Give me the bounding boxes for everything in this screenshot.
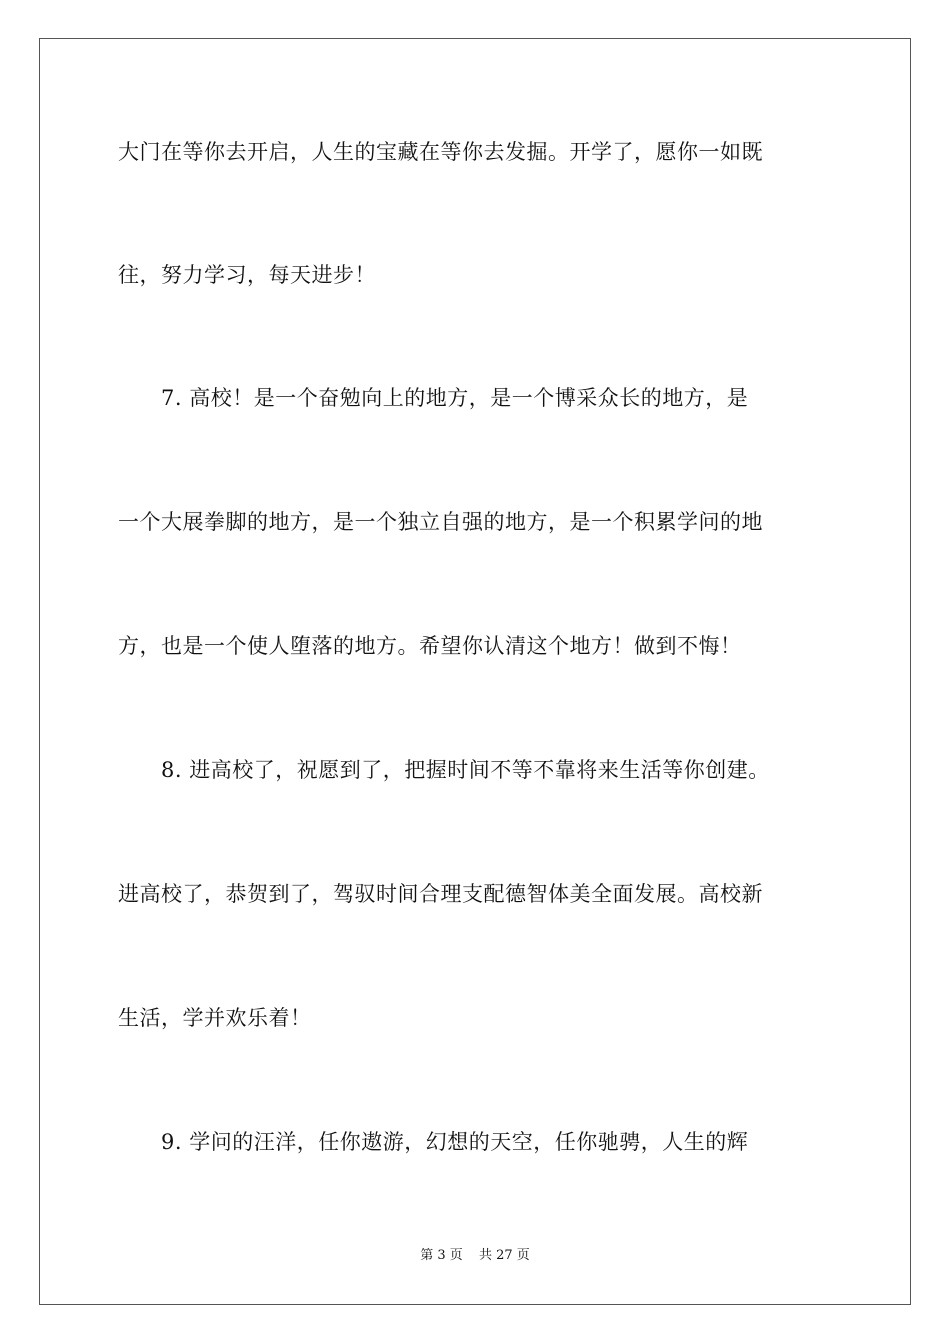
page-frame xyxy=(39,38,911,1305)
text-line: 一个大展拳脚的地方，是一个独立自强的地方，是一个积累学问的地 xyxy=(118,510,763,534)
text-line: 大门在等你去开启，人生的宝藏在等你去发掘。开学了，愿你一如既 xyxy=(118,140,763,164)
page-total: 共 27 页 xyxy=(478,1248,530,1263)
text-line: 9. 学问的汪洋，任你遨游，幻想的天空，任你驰骋，人生的辉 xyxy=(118,1130,749,1154)
page-number: 第 3 页 xyxy=(420,1248,463,1263)
text-line: 方，也是一个使人堕落的地方。希望你认清这个地方！做到不悔！ xyxy=(118,634,742,658)
page-footer xyxy=(0,1247,950,1265)
text-line: 8. 进高校了，祝愿到了，把握时间不等不靠将来生活等你创建。 xyxy=(118,758,770,782)
text-line: 进高校了，恭贺到了，驾驭时间合理支配德智体美全面发展。高校新 xyxy=(118,882,763,906)
text-line: 7. 高校！是一个奋勉向上的地方，是一个博采众长的地方，是 xyxy=(118,386,749,410)
text-line: 往，努力学习，每天进步！ xyxy=(118,263,376,287)
text-line: 生活，学并欢乐着！ xyxy=(118,1006,312,1030)
